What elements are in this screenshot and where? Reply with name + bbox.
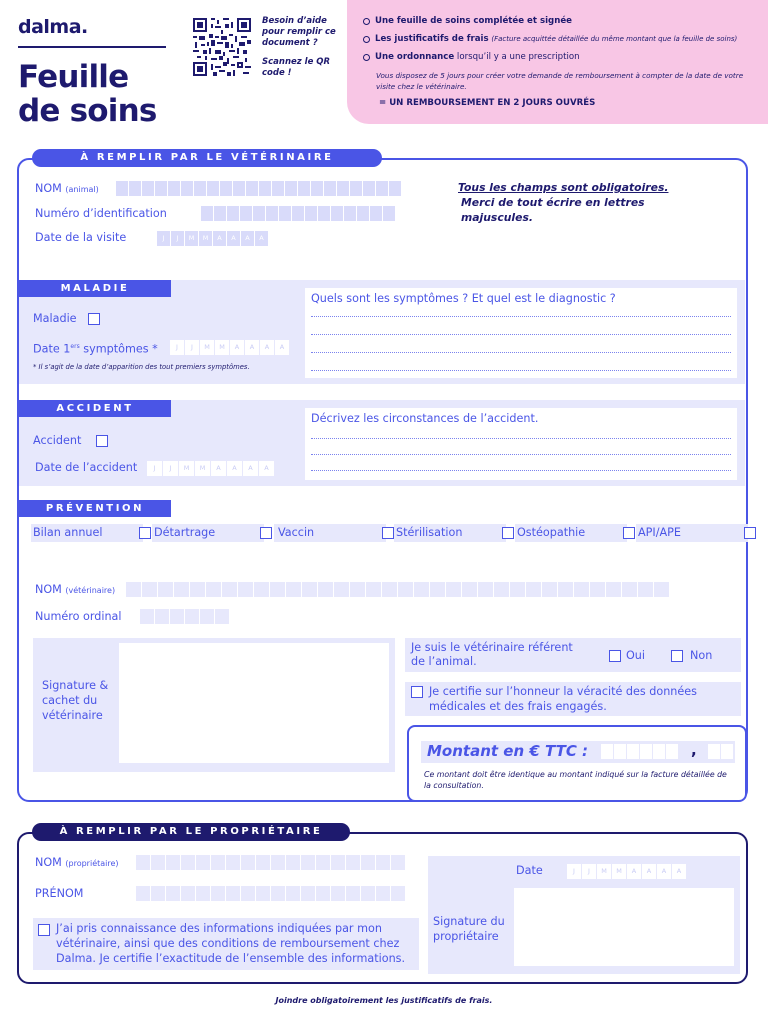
certify-row — [405, 682, 741, 716]
char-box[interactable] — [653, 744, 665, 759]
date-char-box[interactable]: A — [227, 461, 242, 476]
id-number-field[interactable] — [201, 206, 395, 221]
char-box[interactable] — [414, 582, 429, 597]
char-box[interactable] — [181, 855, 195, 870]
brand-logo: dalma. — [18, 16, 88, 38]
char-box[interactable] — [272, 181, 284, 196]
illness-tag: MALADIE — [19, 280, 171, 297]
illness-checkbox-label: Maladie — [33, 312, 77, 325]
prevention-label: Ostéopathie — [517, 526, 586, 539]
char-box[interactable] — [627, 744, 639, 759]
char-box[interactable] — [398, 582, 413, 597]
char-box[interactable] — [155, 609, 169, 624]
char-box[interactable] — [383, 206, 395, 221]
vet-signature-label: Signature & cachet du vétérinaire — [42, 679, 109, 722]
char-box[interactable] — [316, 886, 330, 901]
vet-name-field[interactable] — [126, 582, 669, 597]
owner-signature-area — [428, 856, 740, 974]
prevention-checkbox[interactable] — [260, 527, 272, 539]
char-box[interactable] — [331, 855, 345, 870]
char-box[interactable] — [389, 181, 401, 196]
char-box[interactable] — [285, 181, 297, 196]
char-box[interactable] — [382, 582, 397, 597]
char-box[interactable] — [190, 582, 205, 597]
char-box[interactable] — [305, 206, 317, 221]
amount-decimal-field[interactable] — [708, 744, 733, 759]
owner-signature-label: Signature du propriétaire — [433, 915, 505, 943]
char-box[interactable] — [478, 582, 493, 597]
char-box[interactable] — [316, 855, 330, 870]
char-box[interactable] — [194, 181, 206, 196]
char-box[interactable] — [226, 855, 240, 870]
date-char-box[interactable]: A — [211, 461, 226, 476]
accident-date-field[interactable] — [147, 461, 274, 476]
accident-checkbox[interactable] — [96, 435, 108, 447]
char-box[interactable] — [318, 206, 330, 221]
char-box[interactable] — [266, 206, 278, 221]
char-box[interactable] — [238, 582, 253, 597]
date-char-box[interactable]: M — [179, 461, 194, 476]
date-char-box[interactable]: J — [567, 864, 581, 879]
char-box[interactable] — [201, 206, 213, 221]
illness-checkbox[interactable] — [88, 313, 100, 325]
char-box[interactable] — [241, 855, 255, 870]
char-box[interactable] — [318, 582, 333, 597]
char-box[interactable] — [363, 181, 375, 196]
char-box[interactable] — [601, 744, 613, 759]
char-box[interactable] — [116, 181, 128, 196]
char-box[interactable] — [286, 582, 301, 597]
char-box[interactable] — [361, 855, 375, 870]
char-box[interactable] — [253, 206, 265, 221]
prevention-checkbox[interactable] — [382, 527, 394, 539]
writing-line — [311, 454, 731, 455]
prevention-item-detartrage[interactable] — [152, 524, 264, 542]
visit-date-label: Date de la visite — [35, 231, 127, 244]
date-char-box[interactable]: A — [627, 864, 641, 879]
char-box[interactable] — [590, 582, 605, 597]
logo-divider — [18, 46, 166, 48]
char-box[interactable] — [350, 582, 365, 597]
char-box[interactable] — [222, 582, 237, 597]
char-box[interactable] — [174, 582, 189, 597]
date-char-box[interactable]: A — [672, 864, 686, 879]
char-box[interactable] — [337, 181, 349, 196]
char-box[interactable] — [196, 886, 210, 901]
prevention-label: API/APE — [638, 526, 681, 539]
char-box[interactable] — [331, 886, 345, 901]
visit-date-field[interactable] — [157, 231, 268, 246]
delay-note: Vous disposez de 5 jours pour créer votre demande de remboursement à compter de la date de votre visite chez le vétérinaire. — [376, 71, 744, 91]
char-box[interactable] — [271, 855, 285, 870]
amount-note: Ce montant doit être identique au montant indiqué sur la facture détaillée de la consultation. — [424, 770, 727, 790]
amount-label: Montant en € TTC : — [427, 742, 589, 760]
date-char-box[interactable]: A — [642, 864, 656, 879]
char-box[interactable] — [142, 181, 154, 196]
prevention-checkbox[interactable] — [502, 527, 514, 539]
owner-date-label: Date — [516, 864, 543, 877]
char-box[interactable] — [211, 855, 225, 870]
char-box[interactable] — [142, 582, 157, 597]
char-box[interactable] — [166, 886, 180, 901]
id-number-label: Numéro d’identification — [35, 207, 167, 220]
char-box[interactable] — [181, 886, 195, 901]
date-char-box[interactable]: J — [170, 340, 184, 355]
char-box[interactable] — [240, 206, 252, 221]
char-box[interactable] — [211, 886, 225, 901]
char-box[interactable] — [136, 886, 150, 901]
writing-line — [311, 352, 731, 353]
writing-line — [311, 334, 731, 335]
ordinal-number-field[interactable] — [140, 609, 229, 624]
char-box[interactable] — [286, 855, 300, 870]
char-box[interactable] — [302, 582, 317, 597]
char-box[interactable] — [136, 855, 150, 870]
prevention-checkbox[interactable] — [744, 527, 756, 539]
char-box[interactable] — [721, 744, 733, 759]
char-box[interactable] — [166, 855, 180, 870]
referent-no-checkbox[interactable] — [671, 650, 683, 662]
char-box[interactable] — [151, 855, 165, 870]
char-box[interactable] — [357, 206, 369, 221]
char-box[interactable] — [638, 582, 653, 597]
bullet-ring-icon — [363, 54, 370, 61]
char-box[interactable] — [259, 181, 271, 196]
char-box[interactable] — [151, 886, 165, 901]
char-box[interactable] — [226, 886, 240, 901]
date-char-box[interactable]: M — [215, 340, 229, 355]
certify-checkbox[interactable] — [411, 686, 423, 698]
first-symptoms-date-field[interactable] — [170, 340, 289, 355]
char-box[interactable] — [155, 181, 167, 196]
accident-tag: ACCIDENT — [19, 400, 171, 417]
char-box[interactable] — [510, 582, 525, 597]
char-box[interactable] — [376, 855, 390, 870]
owner-name-label: NOM (propriétaire) — [35, 856, 119, 869]
ordinal-number-label: Numéro ordinal — [35, 610, 122, 623]
char-box[interactable] — [185, 609, 199, 624]
date-char-box[interactable]: J — [582, 864, 596, 879]
char-box[interactable] — [334, 582, 349, 597]
animal-name-field[interactable] — [116, 181, 401, 196]
referent-label: Je suis le vétérinaire référent de l’animal. — [411, 641, 573, 668]
certify-label: Je certifie sur l’honneur la véracité des données médicales et des frais engagés. — [429, 685, 697, 713]
amount-integer-field[interactable] — [601, 744, 678, 759]
date-char-box[interactable]: J — [157, 231, 170, 246]
date-char-box[interactable]: A — [243, 461, 258, 476]
animal-name-label: NOM (animal) — [35, 182, 99, 195]
char-box[interactable] — [241, 886, 255, 901]
owner-firstname-field[interactable] — [136, 886, 405, 901]
prevention-item-api-ape[interactable] — [636, 524, 748, 542]
prevention-label: Bilan annuel — [33, 526, 103, 539]
date-char-box[interactable]: A — [213, 231, 226, 246]
symptoms-textarea[interactable] — [305, 288, 737, 378]
mandatory-notice — [458, 180, 688, 225]
char-box[interactable] — [666, 744, 678, 759]
prevention-label: Stérilisation — [396, 526, 463, 539]
prevention-item-vaccin[interactable] — [274, 524, 386, 542]
char-box[interactable] — [391, 886, 405, 901]
date-char-box[interactable]: A — [260, 340, 274, 355]
char-box[interactable] — [233, 181, 245, 196]
char-box[interactable] — [200, 609, 214, 624]
qr-code-icon[interactable] — [192, 18, 252, 76]
char-box[interactable] — [346, 855, 360, 870]
char-box[interactable] — [227, 206, 239, 221]
char-box[interactable] — [301, 886, 315, 901]
char-box[interactable] — [256, 886, 270, 901]
char-box[interactable] — [126, 582, 141, 597]
vet-signature-area — [33, 638, 395, 772]
requirements-panel: Une feuille de soins complétée et signée Les justificatifs de frais (Facture acquittée détaillée du même montant que la feuille de soins) Une ordonnance lorsqu’il y a une prescription Vous disposez de 5 jours pour créer votre demande de remboursement à compter de la date de votre visite chez le vétérinaire. = UN REMBOURSEMENT EN 2 JOURS OUVRÉS — [347, 0, 768, 124]
page-title — [18, 60, 157, 128]
char-box[interactable] — [140, 609, 154, 624]
qr-scan-text: Scannez le QR code ! — [262, 57, 331, 78]
bullet-ring-icon — [363, 18, 370, 25]
date-char-box[interactable]: J — [163, 461, 178, 476]
char-box[interactable] — [298, 181, 310, 196]
char-box[interactable] — [220, 181, 232, 196]
owner-firstname-label: PRÉNOM — [35, 887, 84, 900]
char-box[interactable] — [324, 181, 336, 196]
date-char-box[interactable]: A — [259, 461, 274, 476]
char-box[interactable] — [170, 609, 184, 624]
accident-textarea[interactable] — [305, 408, 737, 480]
date-char-box[interactable]: A — [227, 231, 240, 246]
char-box[interactable] — [494, 582, 509, 597]
date-char-box[interactable]: A — [275, 340, 289, 355]
amount-comma: , — [691, 741, 697, 759]
mandatory-line2: Merci de tout écrire en lettres majuscules. — [461, 196, 645, 224]
prevention-row — [19, 520, 745, 546]
char-box[interactable] — [350, 181, 362, 196]
date-char-box[interactable]: A — [657, 864, 671, 879]
char-box[interactable] — [346, 886, 360, 901]
amount-row — [421, 741, 735, 763]
prevention-checkbox[interactable] — [623, 527, 635, 539]
char-box[interactable] — [708, 744, 720, 759]
writing-line — [311, 438, 731, 439]
refund-promise: = UN REMBOURSEMENT EN 2 JOURS OUVRÉS — [379, 98, 596, 108]
writing-line — [311, 316, 731, 317]
page-title-line2: de soins — [18, 93, 157, 129]
owner-section-tab: À REMPLIR PAR LE PROPRIÉTAIRE — [32, 823, 350, 841]
vet-name-label: NOM (vétérinaire) — [35, 583, 116, 596]
owner-date-field[interactable] — [567, 864, 686, 879]
owner-acknowledge-label: J’ai pris connaissance des informations indiquées par mon vétérinaire, ainsi que des conditions de remboursement chez Dalma. Je certifie l’exactitude de l’ensemble des informations. — [56, 922, 406, 965]
char-box[interactable] — [366, 582, 381, 597]
char-box[interactable] — [462, 582, 477, 597]
writing-line — [311, 370, 731, 371]
qr-help-text: Besoin d’aide pour remplir ce document ? — [262, 16, 336, 48]
page-title-line1: Feuille — [18, 59, 129, 95]
char-box[interactable] — [254, 582, 269, 597]
char-box[interactable] — [292, 206, 304, 221]
char-box[interactable] — [376, 181, 388, 196]
footer-note: Joindre obligatoirement les justificatifs de frais. — [275, 996, 493, 1005]
char-box[interactable] — [215, 609, 229, 624]
char-box[interactable] — [654, 582, 669, 597]
prevention-item-osteopathie[interactable] — [515, 524, 627, 542]
date-char-box[interactable]: M — [199, 231, 212, 246]
char-box[interactable] — [206, 582, 221, 597]
vet-signature-box[interactable] — [119, 643, 389, 763]
referent-no-label: Non — [690, 649, 713, 662]
date-char-box[interactable]: M — [185, 231, 198, 246]
date-char-box[interactable]: A — [255, 231, 268, 246]
owner-acknowledge-row — [33, 918, 419, 970]
prevention-tag: PRÉVENTION — [19, 500, 171, 517]
char-box[interactable] — [331, 206, 343, 221]
accident-checkbox-label: Accident — [33, 434, 82, 447]
accident-date-label: Date de l’accident — [35, 461, 138, 474]
char-box[interactable] — [181, 181, 193, 196]
char-box[interactable] — [574, 582, 589, 597]
char-box[interactable] — [214, 206, 226, 221]
char-box[interactable] — [606, 582, 621, 597]
char-box[interactable] — [344, 206, 356, 221]
char-box[interactable] — [207, 181, 219, 196]
date-char-box[interactable]: A — [230, 340, 244, 355]
char-box[interactable] — [430, 582, 445, 597]
owner-name-field[interactable] — [136, 855, 405, 870]
date-char-box[interactable]: J — [171, 231, 184, 246]
date-char-box[interactable]: M — [195, 461, 210, 476]
char-box[interactable] — [558, 582, 573, 597]
char-box[interactable] — [446, 582, 461, 597]
char-box[interactable] — [270, 582, 285, 597]
date-char-box[interactable]: A — [245, 340, 259, 355]
char-box[interactable] — [622, 582, 637, 597]
vet-section-tab: À REMPLIR PAR LE VÉTÉRINAIRE — [32, 149, 382, 167]
char-box[interactable] — [526, 582, 541, 597]
referent-yes-checkbox[interactable] — [609, 650, 621, 662]
mandatory-line1: Tous les champs sont obligatoires. — [458, 181, 669, 194]
date-char-box[interactable]: M — [612, 864, 626, 879]
char-box[interactable] — [301, 855, 315, 870]
char-box[interactable] — [256, 855, 270, 870]
amount-frame — [407, 725, 747, 802]
writing-line — [311, 470, 731, 471]
referent-yes-label: Oui — [626, 649, 646, 662]
accident-question: Décrivez les circonstances de l’accident. — [311, 412, 539, 425]
char-box[interactable] — [311, 181, 323, 196]
char-box[interactable] — [376, 886, 390, 901]
date-char-box[interactable]: J — [147, 461, 162, 476]
char-box[interactable] — [614, 744, 626, 759]
owner-acknowledge-checkbox[interactable] — [38, 924, 50, 936]
date-char-box[interactable]: M — [597, 864, 611, 879]
date-char-box[interactable]: J — [185, 340, 199, 355]
prevention-item-sterilisation[interactable] — [394, 524, 506, 542]
first-symptoms-label: Date 1ers symptômes * — [33, 342, 158, 356]
char-box[interactable] — [370, 206, 382, 221]
first-symptoms-footnote: * Il s’agit de la date d’apparition des tout premiers symptômes. — [33, 363, 250, 371]
char-box[interactable] — [286, 886, 300, 901]
owner-signature-box[interactable] — [514, 888, 734, 966]
date-char-box[interactable]: A — [241, 231, 254, 246]
prevention-checkbox[interactable] — [139, 527, 151, 539]
prevention-label: Détartrage — [154, 526, 216, 539]
char-box[interactable] — [391, 855, 405, 870]
bullet-ring-icon — [363, 36, 370, 43]
char-box[interactable] — [246, 181, 258, 196]
char-box[interactable] — [129, 181, 141, 196]
char-box[interactable] — [168, 181, 180, 196]
referent-row — [405, 638, 741, 672]
char-box[interactable] — [196, 855, 210, 870]
prevention-label: Vaccin — [278, 526, 315, 539]
char-box[interactable] — [361, 886, 375, 901]
date-char-box[interactable]: M — [200, 340, 214, 355]
char-box[interactable] — [640, 744, 652, 759]
char-box[interactable] — [158, 582, 173, 597]
char-box[interactable] — [542, 582, 557, 597]
symptoms-question: Quels sont les symptômes ? Et quel est le diagnostic ? — [311, 292, 616, 305]
char-box[interactable] — [279, 206, 291, 221]
prevention-item-bilan[interactable] — [31, 524, 143, 542]
char-box[interactable] — [271, 886, 285, 901]
